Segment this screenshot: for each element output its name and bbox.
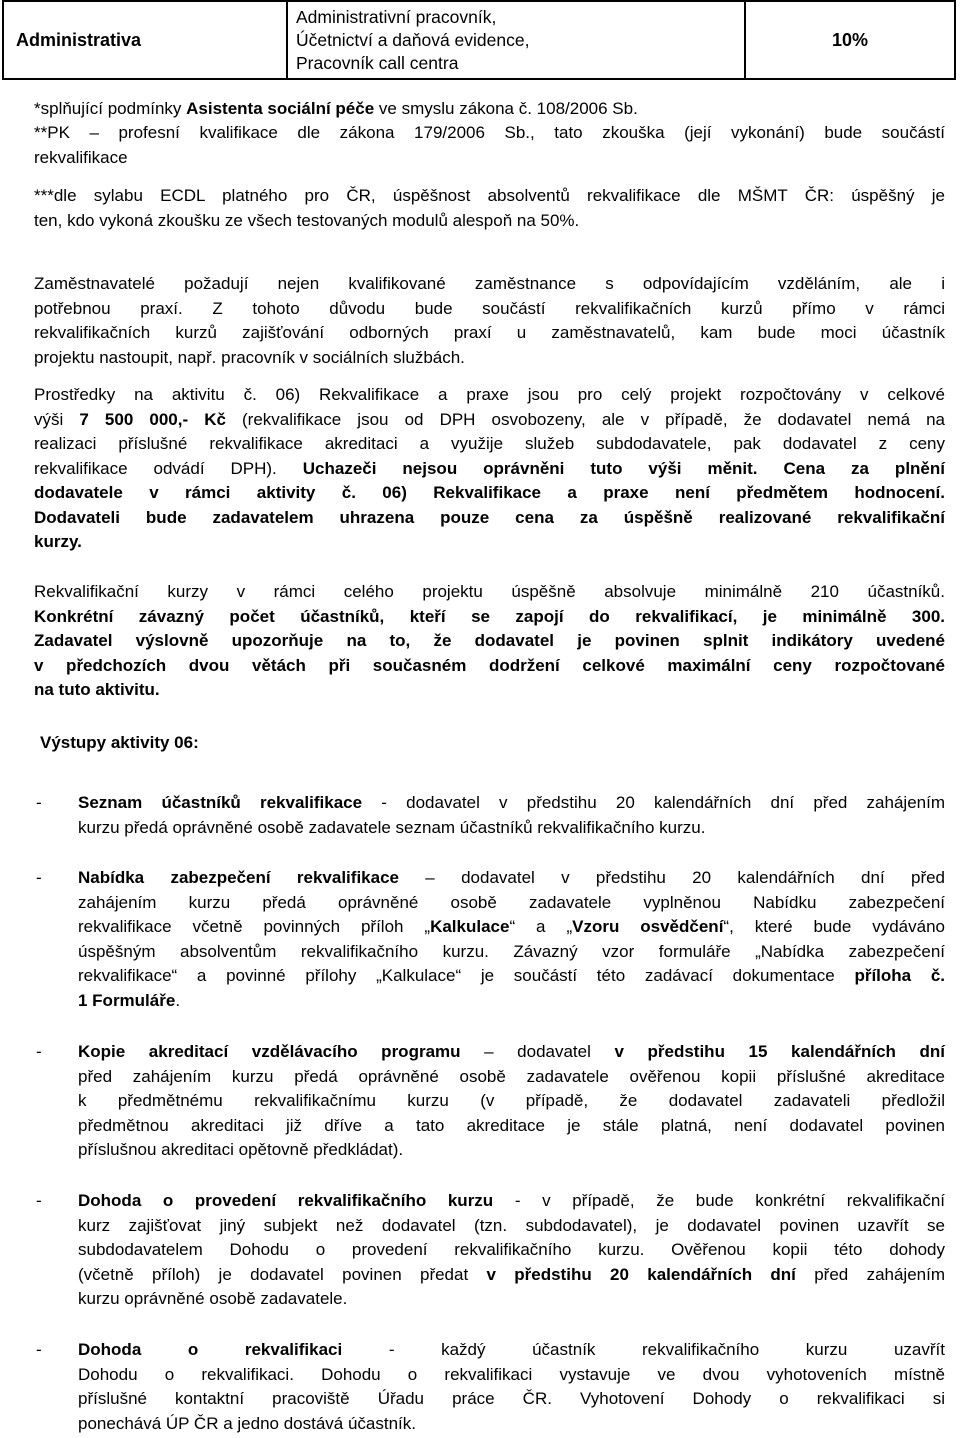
item-line: Dohodu o rekvalifikaci. Dohodu o rekvalifikaci vystavuje ve dvou vyhotoveních místně — [78, 1364, 945, 1384]
paragraph-line — [34, 629, 945, 654]
text: výši — [34, 409, 80, 429]
footnote-3 — [34, 184, 945, 233]
paragraph-line — [34, 654, 945, 679]
item-title: Kopie akreditací vzdělávacího programu — [78, 1042, 461, 1061]
position-line: Administrativní pracovník, — [296, 6, 497, 27]
paragraph-line — [34, 408, 945, 433]
item-line — [78, 989, 945, 1014]
paragraph-line: realizaci příslušné rekvalifikace akreditaci a využije služeb subdodavatele, pak dodavatel z ceny — [34, 434, 945, 453]
list-dash: - — [36, 1042, 42, 1061]
bold-text: kurzy. — [34, 532, 82, 551]
text: (rekvalifikace jsou od DPH osvobozeny, ale v případě, že dodavatel nemá na — [225, 409, 946, 429]
footnote-2 — [34, 121, 945, 170]
paragraph-line: projektu nastoupit, např. pracovník v sociálních službách. — [34, 347, 465, 367]
bold-text: Vzoru osvědčení — [572, 917, 724, 936]
item-title: Seznam účastníků rekvalifikace — [78, 793, 363, 812]
paragraph-line: Rekvalifikační kurzy v rámci celého projektu úspěšně absolvuje minimálně 210 účastníků. — [34, 582, 945, 601]
text: – dodavatel v předstihu 20 kalendářních dní před — [399, 868, 946, 887]
item-title: Dohoda o rekvalifikaci — [78, 1340, 343, 1359]
item-title: Dohoda o provedení rekvalifikačního kurzu — [78, 1191, 494, 1210]
bold-text: příloha č. — [854, 966, 946, 985]
item-line: úspěšným absolventům rekvalifikačního kurzu. Závazný vzor formuláře „Nabídka zabezpečení — [78, 941, 945, 961]
item-line: kurzu předá oprávněné osobě zadavatele seznam účastníků rekvalifikačního kurzu. — [78, 817, 706, 837]
text: . — [175, 990, 181, 1010]
paragraph-budget — [34, 383, 945, 555]
item-line: příslušnou akreditaci opětovně předkládat). — [78, 1140, 404, 1159]
text: před zahájením — [795, 1264, 945, 1284]
table-cell-positions — [287, 1, 745, 79]
text: “, které bude vydáváno — [723, 917, 945, 936]
list-dash: - — [36, 1191, 42, 1210]
item-line — [78, 915, 945, 940]
item-title: Nabídka zabezpečení rekvalifikace — [78, 868, 399, 887]
bold-text: v předchozích dvou větách při současném dodržení celkové maximální ceny rozpočtované — [34, 655, 945, 675]
position-line: Pracovník call centra — [296, 52, 459, 73]
activity-table — [2, 0, 956, 80]
item-line — [78, 1189, 945, 1214]
footnote-text: *splňující podmínky — [34, 99, 187, 118]
text: rekvalifikace“ a povinné přílohy „Kalkulace“ je součástí této zadávací dokumentace — [78, 966, 855, 985]
footnote-1 — [34, 97, 946, 122]
item-line — [78, 1338, 945, 1363]
paragraph-line: Prostředky na aktivitu č. 06) Rekvalifikace a praxe jsou pro celý projekt rozpočtovány v celkové — [34, 385, 945, 404]
bold-text: Dodavateli bude zadavatelem uhrazena pouze cena za úspěšně realizované rekvalifikační — [34, 507, 945, 527]
item-line: příslušné kontaktní pracoviště Úřadu práce ČR. Vyhotovení Dohody o rekvalifikaci si — [78, 1389, 945, 1408]
text: (včetně příloh) je dodavatel povinen předat — [78, 1264, 487, 1284]
paragraph-line — [34, 678, 945, 703]
item-line — [78, 866, 945, 891]
budget-amount: 7 500 000,- Kč — [79, 409, 226, 429]
bold-text: Uchazeči nejsou oprávněni tuto výši měnit. Cena za plnění — [302, 458, 945, 478]
footnote-line: rekvalifikace — [34, 147, 128, 167]
bold-text: 1 Formuláře — [78, 990, 176, 1010]
item-line: kurzu oprávněné osobě zadavatele. — [78, 1289, 348, 1308]
item-line: zahájením kurzu předá oprávněné osobě zadavatele vyplněnou Nabídku zabezpečení — [78, 892, 945, 912]
footnote-line: ten, kdo vykoná zkoušku ze všech testovaných modulů alespoň na 50%. — [34, 210, 580, 230]
footnote-line: ***dle sylabu ECDL platného pro ČR, úspěšnost absolventů rekvalifikace dle MŠMT ČR: úspěšný je — [34, 186, 945, 205]
item-line — [78, 791, 945, 816]
bold-text: Kalkulace — [430, 917, 510, 936]
item-line: kurz zajišťovat jiný subjekt než dodavatel (tzn. subdodavatel), je dodavatel povinen uzavřít se — [78, 1215, 945, 1235]
bold-text: v předstihu 20 kalendářních dní — [486, 1264, 796, 1284]
text: – dodavatel — [460, 1042, 615, 1061]
paragraph-line — [34, 481, 945, 506]
list-item-participants-list — [78, 791, 945, 840]
paragraph-line: potřebnou praxí. Z tohoto důvodu bude součástí rekvalifikačních kurzů přímo v rámci — [34, 298, 945, 318]
bold-text: na tuto aktivitu. — [34, 680, 160, 699]
footnote-bold: Asistenta sociální péče — [186, 99, 375, 118]
outputs-heading: Výstupy aktivity 06: — [40, 733, 199, 752]
footnote-text: ve smyslu zákona č. 108/2006 Sb. — [374, 99, 638, 118]
list-item-requalification-agreement — [78, 1338, 945, 1436]
text: - každý účastník rekvalifikačního kurzu uzavřít — [342, 1340, 945, 1359]
table-row — [3, 1, 955, 79]
item-line — [78, 964, 945, 989]
paragraph-line: Zaměstnavatelé požadují nejen kvalifikované zaměstnance s odpovídajícím vzděláním, ale i — [34, 274, 945, 293]
paragraph-line — [34, 506, 945, 531]
paragraph-employers — [34, 272, 945, 370]
paragraph-line — [34, 605, 945, 630]
table-cell-percent: 10% — [745, 1, 955, 79]
text: - dodavatel v předstihu 20 kalendářních dní před zahájením — [362, 793, 945, 812]
list-dash: - — [36, 868, 42, 887]
item-line: před zahájením kurzu předá oprávněné osobě zadavatele ověřenou kopii příslušné akreditace — [78, 1066, 945, 1086]
list-dash: - — [36, 793, 42, 812]
position-line: Účetnictví a daňová evidence, — [296, 29, 530, 50]
item-line: předmětnou akreditaci již dříve a tato akreditace je stále platná, není dodavatel povinen — [78, 1115, 945, 1135]
paragraph-line: rekvalifikačních kurzů zajišťování odborných praxí u zaměstnavatelů, kam bude moci účastník — [34, 323, 945, 342]
paragraph-line — [34, 530, 945, 555]
bold-text: Konkrétní závazný počet účastníků, kteří se zapojí do rekvalifikací, je minimálně 300. — [34, 606, 945, 626]
item-line: subdodavatelem Dohodu o provedení rekvalifikačního kurzu. Ověřenou kopii této dohody — [78, 1240, 945, 1259]
text: - v případě, že bude konkrétní rekvalifikační — [493, 1191, 945, 1210]
item-line: k předmětnému rekvalifikačnímu kurzu (v případě, že dodavatel zadavateli předložil — [78, 1091, 945, 1110]
footnote-line: **PK – profesní kvalifikace dle zákona 179/2006 Sb., tato zkouška (její vykonání) bude součástí — [34, 123, 945, 142]
paragraph-participants — [34, 580, 945, 703]
bold-text: v předstihu 15 kalendářních dní — [614, 1042, 945, 1061]
item-line: ponechává ÚP ČR a jedno dostává účastník. — [78, 1413, 417, 1433]
list-dash: - — [36, 1340, 42, 1359]
list-item-course-agreement — [78, 1189, 945, 1312]
text: rekvalifikace odvádí DPH). — [34, 458, 303, 478]
table-cell-category: Administrativa — [3, 1, 287, 79]
text: “ a „ — [509, 917, 573, 936]
paragraph-line — [34, 457, 945, 482]
item-line — [78, 1040, 945, 1065]
bold-text: Zadavatel výslovně upozorňuje na to, že dodavatel je povinen splnit indikátory uvedené — [34, 631, 945, 650]
list-item-offer — [78, 866, 945, 1013]
item-line — [78, 1263, 945, 1288]
bold-text: dodavatele v rámci aktivity č. 06) Rekvalifikace a praxe není předmětem hodnocení. — [34, 483, 945, 502]
list-item-accreditation — [78, 1040, 945, 1163]
text: rekvalifikace včetně povinných příloh „ — [78, 917, 431, 936]
